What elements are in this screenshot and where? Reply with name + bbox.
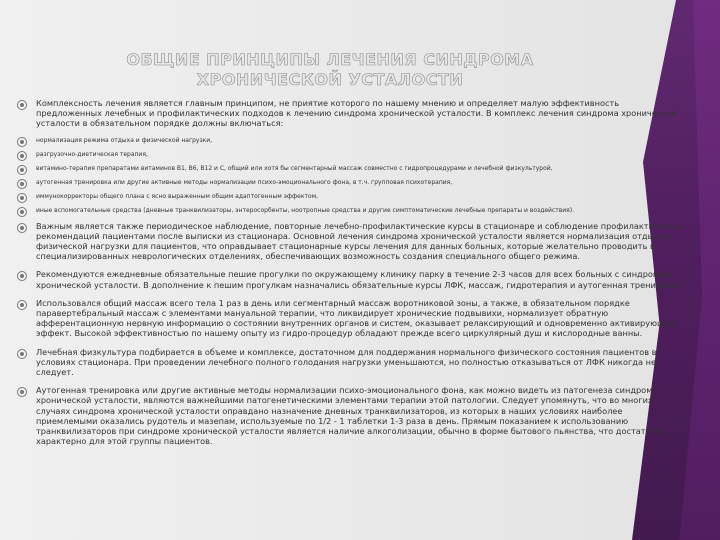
- list-item-text: Использовался общий массаж всего тела 1 раз в день или сегментарный массаж воротниковой зоны, а также, в обязательном порядке паравертебральный массаж с элементами мануальной терапии, что ликвидирует хронические подвывихи, нормализует обратную афферентационную нервную информацию о состоянии внутренних органов и систем, оказывает релаксирующий и одновременно активирующий эффект. Высокой эффективностью по нашему опыту из гидро-процедур обладают прежде всего циркулярный душ и кислородные ванны.: [36, 297, 676, 339]
- bullet-icon: [17, 137, 27, 147]
- list-item: [14, 165, 686, 173]
- bullet-icon: [17, 179, 27, 189]
- list-item: [14, 298, 686, 339]
- bullet-icon: [17, 165, 27, 175]
- list-item: [14, 193, 686, 201]
- list-item-text: иные вспомогательные средства (дневные транквилизаторы, энтеросорбенты, ноотропные средства и другие симптоматические лечебные препараты и воздействия).: [36, 206, 575, 214]
- list-item: [14, 137, 686, 145]
- bullet-icon: [17, 223, 27, 233]
- bullet-icon: [17, 271, 27, 281]
- bullet-icon: [17, 300, 27, 310]
- slide-title: ОБЩИЕ ПРИНЦИПЫ ЛЕЧЕНИЯ СИНДРОМА ХРОНИЧЕСКОЙ УСТАЛОСТИ: [126, 50, 534, 89]
- list-item: [14, 385, 686, 446]
- bullet-icon: [17, 100, 27, 110]
- bullet-icon: [17, 193, 27, 203]
- list-item: [14, 207, 686, 215]
- list-item-text: разгрузочно-диетическая терапия,: [36, 150, 148, 158]
- bullet-list: [14, 98, 686, 454]
- list-item: [14, 221, 686, 262]
- list-item: [14, 179, 686, 187]
- list-item: [14, 151, 686, 159]
- bullet-icon: [17, 151, 27, 161]
- list-item: [14, 347, 686, 378]
- list-item-text: аутогенная тренировка или другие активные методы нормализации психо-эмоционального фона, в т.ч. групповая психотерапия,: [36, 178, 453, 186]
- list-item-text: Аутогенная тренировка или другие активные методы нормализации психо-эмоционального фона, как можно видеть из патогенеза синдрома хронической усталости, являются важнейшими патогенетическими элементами терапии этой патологии. Следует упомянуть, что во многих случаях синдрома хронической усталости оправдано назначение дневных транквилизаторов, из которых в наших условиях наиболее приемлемыми оказались рудотель и мазепам, используемые по 1/2 - 1 таблетки 1-3 раза в день. Прямым показанием к использованию транквилизаторов при синдроме хронической усталости является наличие алкоголизации, обычно в форме бытового пьянства, что достаточно характерно для этой группы пациентов.: [36, 385, 666, 447]
- list-item: [14, 98, 686, 129]
- bullet-icon: [17, 387, 27, 397]
- list-item-text: нормализация режима отдыха и физической нагрузки,: [36, 136, 213, 144]
- list-item-text: иммунокорректоры общего плана с ясно выраженным общим адаптогенным эффектом,: [36, 192, 319, 200]
- bullet-icon: [17, 207, 27, 217]
- bullet-icon: [17, 349, 27, 359]
- list-item: [14, 269, 686, 289]
- list-item-text: Рекомендуются ежедневные обязательные пешие прогулки по окружающему клинику парку в течение 2-3 часов для всех больных с синдромом хронической усталости. В дополнение к пешим прогулкам назначались обязательные курсы ЛФК, массаж, гидротерапия и аутогенная тренировка.: [36, 269, 684, 290]
- list-item-text: Комплексность лечения является главным принципом, не приятие которого по нашему мнению и определяет малую эффективность предложенных лечебных и профилактических подходов к лечению синдрома хронической усталости. В комплекс лечения синдрома хронической усталости в обязательном порядке должны включаться:: [36, 98, 677, 129]
- list-item-text: Лечебная физкультура подбирается в объеме и комплексе, достаточном для поддержания нормального физического состояния пациентов в условиях стационара. При проведении лечебного полного голодания нагрузки уменьшаются, но полностью отказываться от ЛФК никогда не следует.: [36, 346, 657, 378]
- list-item-text: Важным является также периодическое наблюдение, повторные лечебно-профилактические курсы в стационаре и соблюдение профилактических рекомендаций пациентами после выписки из стационара. Основной лечения синдрома хронической усталости является нормализация отдыха и физической нагрузки для пациентов, что оправдывает стационарные курсы лечения для данных больных, которые желательно проводить в специализированных неврологических отделениях, обеспечивающих возможность создания специального общего режима.: [36, 220, 684, 262]
- list-item-text: витамино-терапия препаратами витаминов B1, B6, B12 и С, общий или хотя бы сегментарный массаж совместно с гидропроцедурами и лечебной физкультурой,: [36, 164, 553, 172]
